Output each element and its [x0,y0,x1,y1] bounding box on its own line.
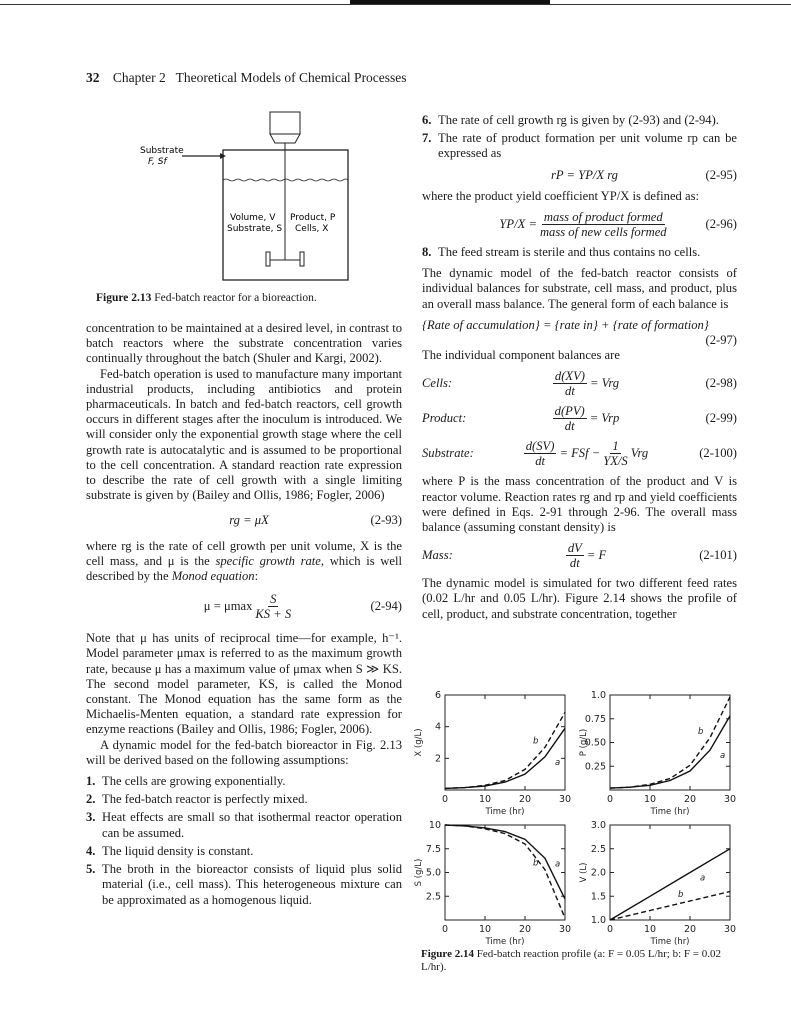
fed-batch-reactor-diagram [130,110,360,290]
svg-text:6: 6 [434,690,441,701]
series-a [610,716,730,788]
paragraph: The dynamic model is simulated for two different feed rates (0.02 L/hr and 0.05 L/hr). Figure 2.14 shows the profile of cell, product, and substrate concentration, together [422,576,737,621]
fed-batch-profile-charts [410,680,750,950]
svg-text:b: b [533,858,539,869]
svg-text:2.5: 2.5 [590,843,606,855]
svg-text:a: a [720,751,726,762]
svg-text:b: b [678,890,684,900]
svg-text:20: 20 [683,794,697,805]
svg-text:10: 10 [428,820,441,831]
svg-text:0.25: 0.25 [584,761,606,773]
left-column [86,321,402,911]
svg-text:0: 0 [606,794,614,805]
svg-text:0: 0 [606,924,614,935]
caption-label: Figure 2.14 [421,948,474,960]
svg-text:a: a [555,859,561,870]
substrate-label: Substrate, S [227,224,283,234]
svg-text:V (L): V (L) [579,862,589,883]
figure-2-14-caption [421,948,741,974]
scan-artifact [0,4,791,5]
equation-2-100: Substrate: $\frac{d(SV)}{dt}$ = FSf − $\frac{1}{YX/S}$ Vrg (2-100) [422,439,737,469]
equation-2-94: μ = μmax $\frac{S}{KS + S}$ (2-94) [203,592,402,622]
list-item: 1. The cells are growing exponentially. [86,774,286,789]
list-item: 2. The fed-batch reactor is perfectly mixed. [86,792,308,807]
paragraph: where the product yield coefficient YP/X is defined as: [422,188,699,203]
paragraph: where P is the mass concentration of the product and V is reactor volume. Reaction rates rg and rp and yield coefficients were defined in Eqs. 2-91 through 2-96. The overall mass balance (assuming constant density) is [422,474,737,535]
equation-2-101: Mass: $\frac{dV}{dt}$ = F (2-101) [422,541,737,571]
list-item: 3. Heat effects are small so that isothermal reactor operation can be assumed. [86,810,402,840]
equation-number: (2-93) [370,513,402,528]
series-b [445,712,565,788]
paragraph: The dynamic model of the fed-batch reactor consists of individual balances for substrate, cell mass, and product, plus an overall mass balance. The general form of each balance is [422,266,737,311]
svg-text:10: 10 [478,794,492,805]
svg-text:20: 20 [518,924,532,935]
cells-label: Cells, X [295,224,329,234]
equation-2-96: YP/X = $\frac{\text{mass of product formed}}{\text{mass of new cells formed}}$ (2-96) [499,210,737,240]
svg-text:P (g/L): P (g/L) [579,728,589,757]
svg-text:a: a [700,873,706,884]
paragraph: concentration to be maintained at a desired level, in contrast to batch reactors where the substrate concentration varies continually throughout the batch (Shuler and Kargi, 2002). [86,321,402,366]
svg-text:30: 30 [723,924,737,935]
svg-text:1.0: 1.0 [590,915,606,926]
svg-text:b: b [533,736,539,747]
product-label: Product, P [290,213,336,223]
caption-text: Fed-batch reactor for a bioreaction. [151,292,317,304]
svg-text:30: 30 [558,924,572,935]
svg-text:7.5: 7.5 [425,843,441,855]
series-a [445,728,565,788]
svg-text:2.0: 2.0 [590,867,606,879]
svg-text:0.75: 0.75 [584,713,606,725]
svg-text:2: 2 [434,753,441,765]
svg-text:20: 20 [683,924,697,935]
svg-text:10: 10 [478,924,492,935]
svg-text:30: 30 [558,794,572,805]
caption-text: Fed-batch reaction profile (a: F = 0.05 L/hr; b: F = 0.02 L/hr). [421,948,721,973]
running-header [86,70,407,86]
equation-2-95: rP = YP/X rg (2-95) [551,167,737,182]
series-b [610,697,730,788]
svg-text:X (g/L): X (g/L) [414,728,424,757]
series-a [445,825,565,899]
svg-text:30: 30 [723,794,737,805]
svg-text:Time (hr): Time (hr) [485,807,525,817]
svg-text:S (g/L): S (g/L) [414,858,424,887]
equation-2-99: Product: $\frac{d(PV)}{dt}$ = Vrp (2-99) [422,404,737,434]
equation-number: (2-94) [370,599,402,614]
series-b [610,892,730,921]
svg-text:0.50: 0.50 [584,737,606,749]
svg-text:5.0: 5.0 [425,867,441,879]
volume-label: Volume, V [230,213,276,223]
list-item: 5. The broth in the bioreactor consists of liquid plus solid material (i.e., cell mass). This heterogeneous mixture can be approximated as a homogenous liquid. [86,862,402,907]
equation-2-93 [86,513,402,528]
paragraph: Fed-batch operation is used to manufacture many important industrial products, including antibiotics and protein pharmaceuticals. In batch and fed-batch reactors, cell growth occurs in different stages after the inoculum is introduced. We will consider only the exponential growth stage where the cell growth rate is autocatalytic and is assumed to be proportional to the cell concentration. A standard reaction rate expression to describe the rate of cell growth with a single limiting substrate is given by (Bailey and Ollis, 1986; Fogler, 2006) [86,366,402,503]
figure-2-13-caption [96,292,317,304]
page-number: 32 [86,70,100,85]
scan-artifact [350,0,550,4]
svg-text:0: 0 [441,924,449,935]
series-a [610,849,730,920]
svg-text:2.5: 2.5 [425,891,441,903]
equation-2-98: Cells: $\frac{d(XV)}{dt}$ = Vrg (2-98) [422,369,737,399]
svg-text:0: 0 [441,794,449,805]
svg-text:b: b [698,726,704,737]
equation-body: rg = μX [229,513,269,528]
right-column [422,110,737,622]
equation-2-97: {Rate of accumulation} = {rate in} + {rate of formation} (2-97) [422,317,737,348]
paragraph: where rg is the rate of cell growth per unit volume, X is the cell mass, and μ is the specific growth rate, which is well described by the Monod equation: [86,538,402,584]
paragraph: A dynamic model for the fed-batch bioreactor in Fig. 2.13 will be derived based on the following assumptions: [86,737,402,767]
list-item: 8. The feed stream is sterile and thus contains no cells. [422,245,701,260]
list-item: 6. The rate of cell growth rg is given by (2-93) and (2-94). [422,113,719,127]
svg-text:20: 20 [518,794,532,805]
list-item: 7. The rate of product formation per unit volume rp can be expressed as [422,131,737,161]
svg-text:3.0: 3.0 [590,820,606,831]
chapter-title: Chapter 2 Theoretical Models of Chemical Processes [112,70,407,85]
series-b [445,825,565,918]
feed-label: Substrate [140,146,184,156]
svg-text:Time (hr): Time (hr) [650,937,690,947]
svg-text:a: a [555,757,561,768]
caption-label: Figure 2.13 [96,292,152,304]
svg-text:4: 4 [434,721,441,733]
svg-text:1.0: 1.0 [590,690,606,701]
paragraph: Note that μ has units of reciprocal time—for example, h⁻¹. Model parameter μmax is referred to as the maximum growth rate, because μ has a maximum value of μmax when S ≫ KS. The second model parameter, KS, is called the Monod constant. The Monod equation has the same form as the Michaelis-Menten equation, a standard rate expression for enzyme reactions (Bailey and Ollis, 1986; Fogler, 2006). [86,631,402,737]
svg-text:10: 10 [643,794,657,805]
feed-vars-label: F, Sf [148,157,167,167]
assumptions-list [86,774,402,908]
assumptions-list-continued [422,113,737,162]
svg-text:1.5: 1.5 [590,891,606,903]
list-item: 4. The liquid density is constant. [86,843,254,858]
svg-text:10: 10 [643,924,657,935]
paragraph: The individual component balances are [422,348,620,363]
assumption-8 [422,245,737,260]
svg-text:Time (hr): Time (hr) [485,937,525,947]
svg-text:Time (hr): Time (hr) [650,807,690,817]
